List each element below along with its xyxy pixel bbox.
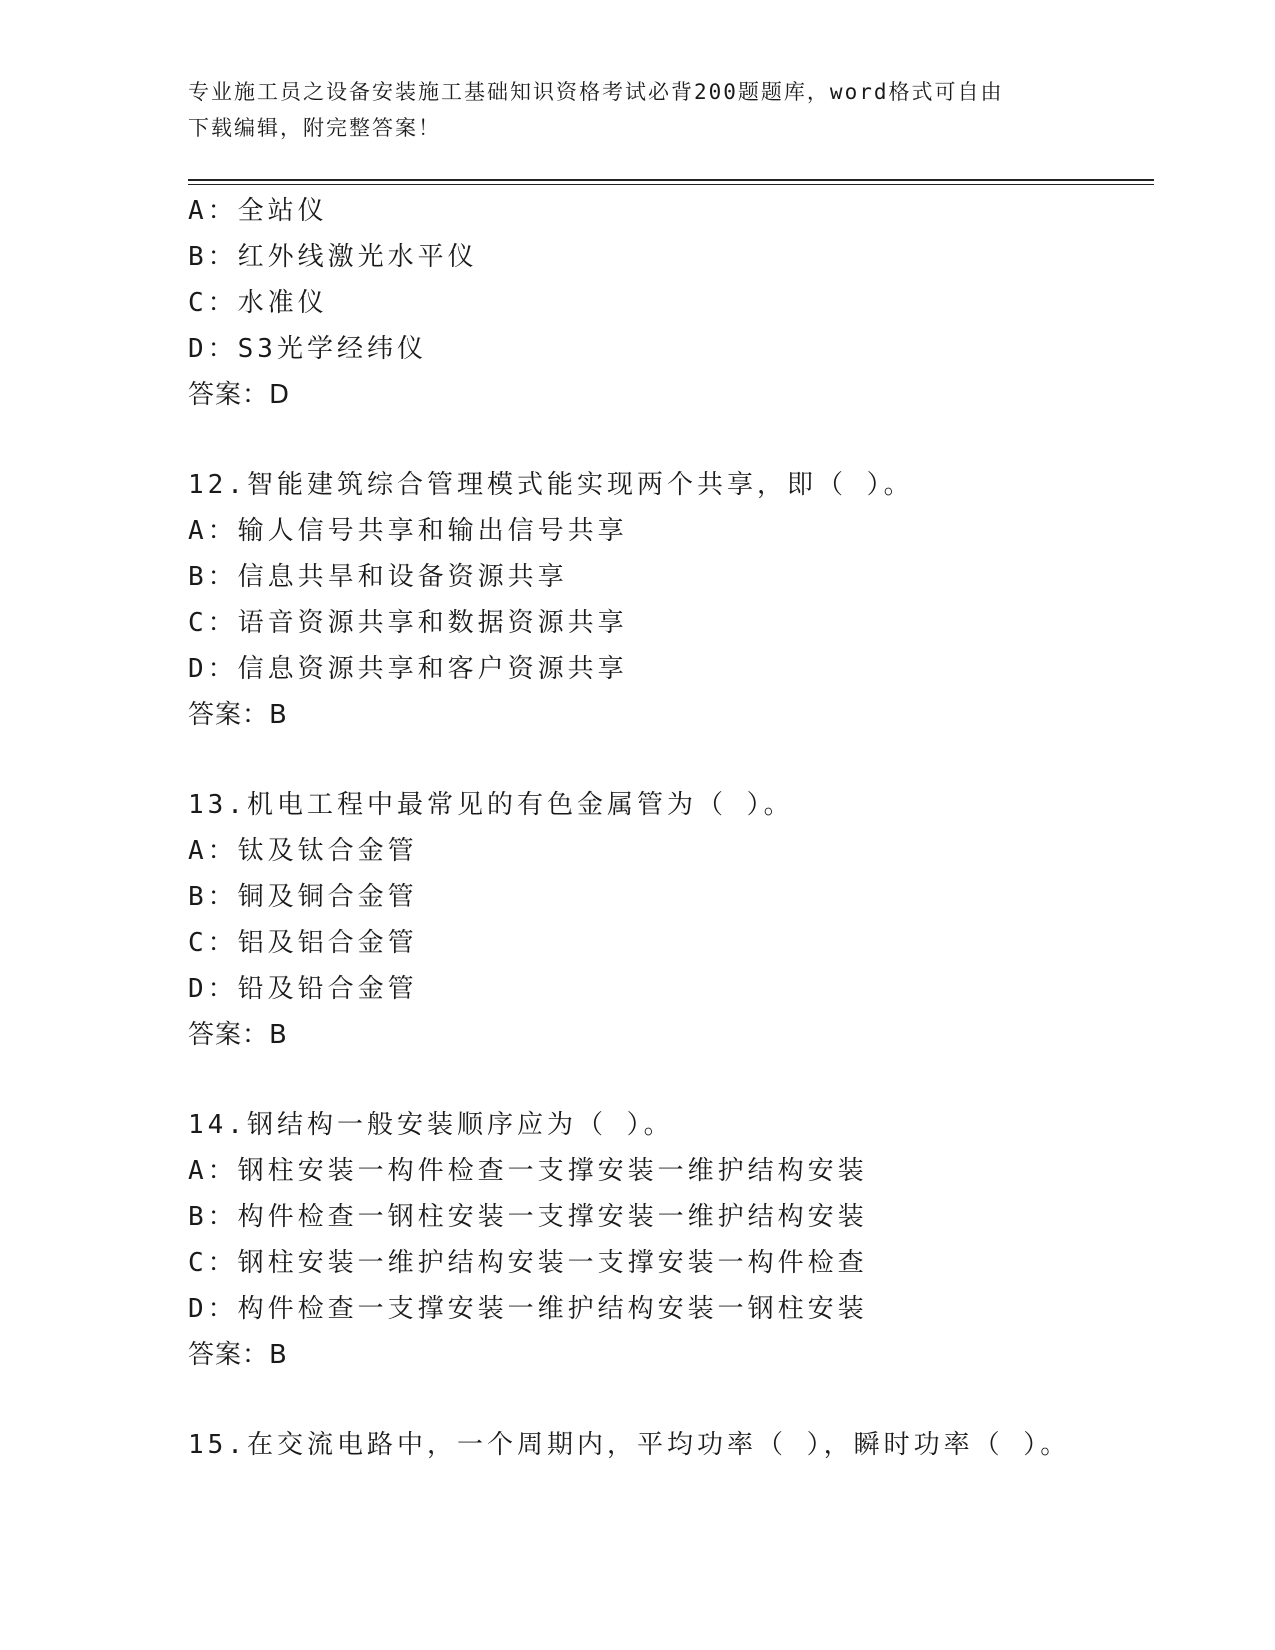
spacer — [188, 418, 1154, 462]
answer: 答案：D — [188, 380, 291, 410]
question-stem: 13.机电工程中最常见的有色金属管为（ ）。 — [188, 790, 794, 820]
header-line-2: 下载编辑，附完整答案！ — [188, 116, 441, 140]
document-header — [188, 74, 1068, 146]
option-c: C：语音资源共享和数据资源共享 — [188, 608, 628, 638]
spacer — [188, 1058, 1154, 1102]
question-14 — [188, 1102, 1154, 1378]
answer: 答案：B — [188, 1340, 288, 1370]
question-stem: 14.钢结构一般安装顺序应为（ ）。 — [188, 1110, 674, 1140]
option-b: B：构件检查一钢柱安装一支撑安装一维护结构安装 — [188, 1202, 868, 1232]
option-b: B：红外线激光水平仪 — [188, 242, 478, 272]
question-list — [188, 188, 1154, 1468]
question-stem: 12.智能建筑综合管理模式能实现两个共享，即（ ）。 — [188, 470, 914, 500]
option-b: B：信息共旱和设备资源共享 — [188, 562, 568, 592]
header-divider-thick — [188, 179, 1154, 181]
option-a: A：钛及钛合金管 — [188, 836, 418, 866]
question-13 — [188, 782, 1154, 1058]
option-d: D：构件检查一支撑安装一维护结构安装一钢柱安装 — [188, 1294, 868, 1324]
option-b: B：铜及铜合金管 — [188, 882, 418, 912]
answer: 答案：B — [188, 700, 288, 730]
option-a: A：钢柱安装一构件检查一支撑安装一维护结构安装 — [188, 1156, 868, 1186]
option-c: C：水准仪 — [188, 288, 328, 318]
option-d: D：铅及铅合金管 — [188, 974, 418, 1004]
option-c: C：铝及铝合金管 — [188, 928, 418, 958]
question-stem: 15.在交流电路中，一个周期内，平均功率（ ），瞬时功率（ ）。 — [188, 1430, 1071, 1460]
spacer — [188, 738, 1154, 782]
header-divider-thin — [188, 184, 1154, 185]
option-d: D：S3光学经纬仪 — [188, 334, 427, 364]
header-line-1: 专业施工员之设备安装施工基础知识资格考试必背200题题库，word格式可自由 — [188, 80, 1004, 104]
option-d: D：信息资源共享和客户资源共享 — [188, 654, 628, 684]
spacer — [188, 1378, 1154, 1422]
option-c: C：钢柱安装一维护结构安装一支撑安装一构件检查 — [188, 1248, 868, 1278]
question-12 — [188, 462, 1154, 738]
answer: 答案：B — [188, 1020, 288, 1050]
option-a: A：输人信号共享和输出信号共享 — [188, 516, 628, 546]
question-11-continued — [188, 188, 1154, 418]
question-15 — [188, 1422, 1154, 1468]
option-a: A：全站仪 — [188, 196, 328, 226]
